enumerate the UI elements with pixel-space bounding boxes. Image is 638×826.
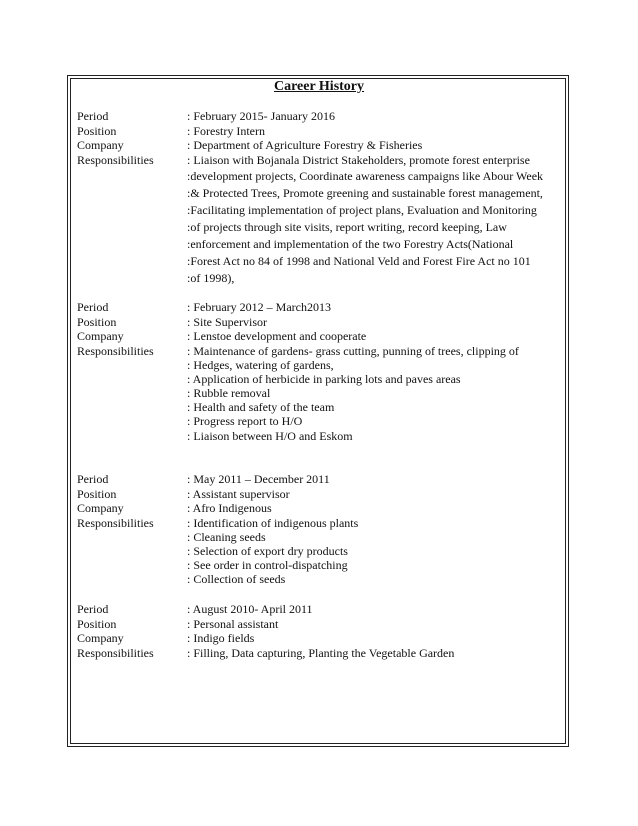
period-row [77, 300, 557, 315]
company-value: : Department of Agriculture Forestry & Fisheries [187, 138, 423, 152]
responsibility-text: :Forest Act no 84 of 1998 and National Veld and Forest Fire Act no 101 [187, 253, 531, 268]
responsibilities-label: Responsibilities [77, 645, 154, 660]
responsibility-line [77, 253, 557, 270]
responsibilities-label: Responsibilities [77, 343, 154, 358]
responsibility-line [77, 516, 557, 530]
responsibility-text: :Facilitating implementation of project plans, Evaluation and Monitoring [187, 202, 537, 217]
position-row [77, 617, 557, 632]
position-row [77, 315, 557, 330]
company-row [77, 138, 557, 153]
company-label: Company [77, 631, 124, 645]
responsibility-text: : Liaison with Bojanala District Stakeholders, promote forest enterprise [187, 152, 530, 167]
section-title-wrap [0, 77, 638, 95]
responsibility-text: :enforcement and implementation of the two Forestry Acts(National [187, 236, 514, 251]
period-label: Period [77, 472, 109, 486]
period-value: : February 2012 – March2013 [187, 300, 331, 314]
responsibility-text: : Progress report to H/O [187, 414, 303, 429]
responsibility-line [77, 429, 557, 443]
responsibility-line [77, 414, 557, 428]
responsibility-text: : Application of herbicide in parking lots and paves areas [187, 371, 461, 386]
period-row [77, 472, 557, 487]
responsibility-text: : See order in control-dispatching [187, 558, 348, 573]
responsibility-line [77, 358, 557, 372]
company-label: Company [77, 138, 124, 152]
responsibility-text: : Filling, Data capturing, Planting the Vegetable Garden [187, 645, 455, 660]
position-value: : Site Supervisor [187, 314, 267, 329]
responsibility-line [77, 572, 557, 586]
position-label: Position [77, 314, 117, 329]
career-entry [77, 472, 557, 586]
position-value: : Assistant supervisor [187, 486, 290, 501]
responsibility-text: : Health and safety of the team [187, 400, 335, 415]
company-row [77, 501, 557, 516]
period-label: Period [77, 602, 109, 616]
responsibility-text: :of projects through site visits, report writing, record keeping, Law [187, 219, 507, 234]
company-row [77, 329, 557, 344]
responsibility-text: : Hedges, watering of gardens, [187, 357, 334, 372]
section-title: Career History [273, 79, 365, 94]
responsibility-text: : Cleaning seeds [187, 529, 266, 544]
company-value: : Indigo fields [187, 631, 255, 645]
responsibility-line [77, 219, 557, 236]
company-label: Company [77, 501, 124, 515]
period-value: : August 2010- April 2011 [187, 602, 313, 616]
period-value: : February 2015- January 2016 [187, 109, 335, 123]
responsibilities-label: Responsibilities [77, 152, 154, 167]
responsibility-text: : Liaison between H/O and Eskom [187, 428, 353, 443]
responsibility-line [77, 344, 557, 358]
position-row [77, 124, 557, 139]
position-label: Position [77, 486, 117, 501]
responsibility-line [77, 400, 557, 414]
responsibility-line [77, 646, 557, 660]
period-value: : May 2011 – December 2011 [187, 472, 330, 486]
responsibility-text: :development projects, Coordinate awareness campaigns like Abour Week [187, 168, 544, 183]
company-value: : Lenstoe development and cooperate [187, 329, 367, 343]
responsibility-line [77, 236, 557, 253]
period-label: Period [77, 109, 109, 123]
responsibility-line [77, 153, 557, 168]
period-label: Period [77, 300, 109, 314]
position-label: Position [77, 123, 117, 138]
responsibility-line [77, 530, 557, 544]
company-row [77, 631, 557, 646]
position-value: : Forestry Intern [187, 123, 265, 138]
responsibility-text: : Collection of seeds [187, 572, 286, 587]
responsibility-line [77, 168, 557, 185]
responsibility-text: : Selection of export dry products [187, 543, 348, 558]
career-entry [77, 109, 557, 287]
responsibility-line [77, 386, 557, 400]
position-value: : Personal assistant [187, 616, 279, 631]
responsibility-text: :& Protected Trees, Promote greening and sustainable forest management, [187, 185, 543, 200]
responsibility-line [77, 202, 557, 219]
period-row [77, 109, 557, 124]
responsibility-text: :of 1998), [187, 270, 235, 285]
position-label: Position [77, 616, 117, 631]
responsibility-text: : Identification of indigenous plants [187, 515, 359, 530]
position-row [77, 487, 557, 502]
company-value: : Afro Indigenous [187, 501, 272, 515]
responsibility-text: : Maintenance of gardens- grass cutting, punning of trees, clipping of [187, 343, 519, 358]
period-row [77, 602, 557, 617]
responsibility-line [77, 270, 557, 287]
responsibility-line [77, 558, 557, 572]
responsibilities-label: Responsibilities [77, 515, 154, 530]
responsibility-line [77, 185, 557, 202]
responsibility-text: : Rubble removal [187, 386, 271, 401]
responsibility-line [77, 372, 557, 386]
career-entry [77, 602, 557, 660]
career-entry [77, 300, 557, 443]
company-label: Company [77, 329, 124, 343]
responsibility-line [77, 544, 557, 558]
